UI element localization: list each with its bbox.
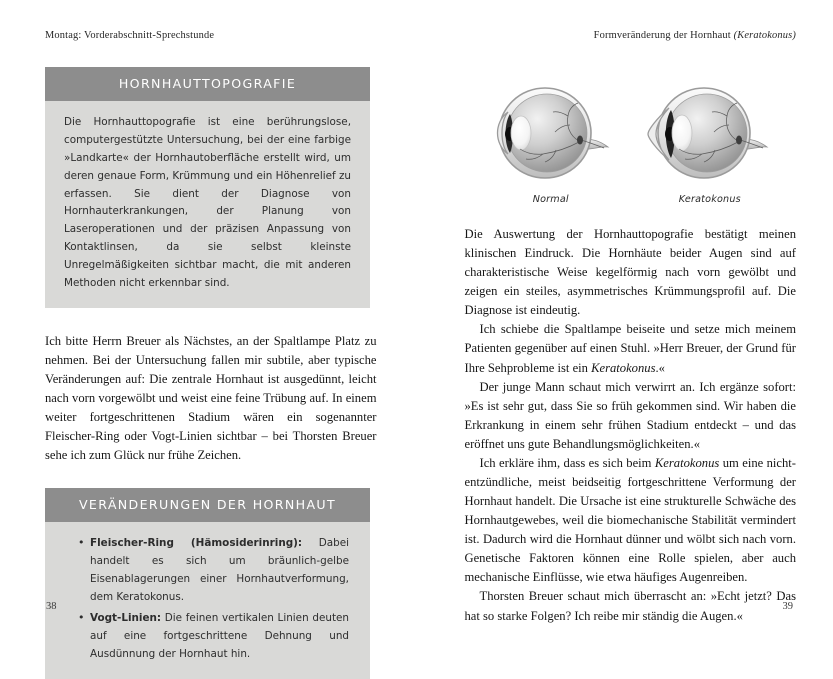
paragraph-text-b: .« [655, 361, 664, 375]
changes-list [64, 535, 351, 663]
running-head-term: (Keratokonus) [734, 30, 796, 41]
figure-keratoconus-eye [647, 78, 772, 205]
infobox-paragraph: Die Hornhauttopografie ist eine berührungslose, computergestützte Untersuchung, bei der eine farbige »Landkarte« der Hornhautoberfläche erstellt wird, um deren genaue Form, Krümmung und ein Höhenrelief zu erfassen. Sie dient der Diagnose von Hornhauterkrankungen, der Planung von Laseroperationen und der präzisen Anpassung von Kontaktlinsen, da sie selbst kleinste Unregelmäßigkeiten sichtbar macht, die mit anderen Methoden nicht erkennbar sind. [64, 114, 351, 293]
left-body-paragraph: Ich bitte Herrn Breuer als Nächstes, an der Spaltlampe Platz zu nehmen. Bei der Untersuchung fallen mir subtile, aber typische Veränderungen auf: Die zentrale Hornhaut ist ausgedünnt, leicht nach vorn vorgewölbt und weist eine feine Trübung auf. In einem weiter fortgeschrittenen Stadium wären ein sogenannter Fleischer-Ring oder Vogt-Linien sichtbar – bei Thorsten Breuer sehe ich zum Glück nur frühe Zeichen. [45, 332, 377, 466]
infobox-body-hornhauttopografie [45, 101, 370, 308]
list-item-text: Die feinen vertikalen Linien deuten auf eine fortgeschrittene Dehnung und Ausdünnung der Hornhaut hin. [90, 612, 349, 660]
page-number-left: 38 [46, 601, 57, 612]
list-item [78, 610, 349, 664]
paragraph-term-keratokonus: Keratokonus [591, 361, 655, 375]
infobox-hornhauttopografie [45, 67, 370, 308]
right-paragraph-spaltlampe [465, 320, 797, 377]
optic-disc-shape [736, 136, 742, 145]
list-item-text: Dabei handelt es sich um bräunlich-gelbe Eisenablagerungen einer Hornhautverformung, dem Keratokonus. [90, 537, 349, 603]
lens-shape [511, 116, 531, 150]
figure-caption-keratokonus: Keratokonus [679, 194, 741, 205]
figure-caption-normal: Normal [533, 194, 569, 205]
list-item-term: Vogt-Linien: [90, 612, 161, 624]
right-page [417, 0, 833, 648]
infobox-veraenderungen [45, 488, 370, 678]
optic-disc-shape [577, 136, 583, 145]
eye-figure [465, 78, 797, 205]
lens-shape [672, 115, 692, 151]
paragraph-text-b: um eine nicht-entzündliche, meist beidseitig fortgeschrittene Verformung der Hornhaut handelt. Die Ursache ist eine strukturelle Schwäche des Hornhautgewebes, weil die biomechanische Stabilität vermindert ist. Dadurch wird die Hornhaut dünner und wölbt sich nach vorn. Genetische Faktoren können eine Rolle spielen, aber auch mechanische Einflüsse, wie etwa häufiges Augenreiben. [465, 456, 797, 584]
paragraph-term-keratokonus: Keratokonus [655, 456, 719, 470]
right-paragraph-thorsten: Thorsten Breuer schaut mich überrascht an: »Echt jetzt? Das hat so starke Folgen? Ich reibe mir ständig die Augen.« [465, 587, 797, 625]
list-item-term: Fleischer-Ring (Hämosiderinring): [90, 537, 302, 549]
running-head-left: Montag: Vorderabschnitt-Sprechstunde [45, 30, 377, 44]
list-item [78, 535, 349, 607]
right-paragraph-erklaerung [465, 454, 797, 588]
keratoconus-eye-diagram [647, 78, 772, 186]
paragraph-text-a: Ich erkläre ihm, dass es sich beim [480, 456, 655, 470]
figure-normal-eye [488, 78, 613, 205]
right-paragraph-auswertung: Die Auswertung der Hornhauttopografie bestätigt meinen klinischen Eindruck. Die Hornhäute beider Augen sind auf charakteristische Weise kegelförmig nach vorn gewölbt und zeigen ein steiles, asymmetrisches Krümmungsprofil auf. Die Diagnose ist eindeutig. [465, 225, 797, 320]
right-paragraph-jungemann: Der junge Mann schaut mich verwirrt an. Ich ergänze sofort: »Es ist sehr gut, dass Sie so früh gekommen sind. Wir haben die Erkrankung in einem sehr frühen Stadium entdeckt – und das eröffnet uns gute Behandlungsmöglichkeiten.« [465, 378, 797, 454]
infobox-title-veraenderungen: VERÄNDERUNGEN DER HORNHAUT [45, 488, 370, 522]
running-head-title: Formveränderung der Hornhaut [594, 30, 734, 41]
infobox-body-veraenderungen [45, 522, 370, 678]
infobox-title-hornhauttopografie: HORNHAUTTOPOGRAFIE [45, 67, 370, 101]
paragraph-text-a: Ich schiebe die Spaltlampe beiseite und setze mich meinem Patienten gegenüber auf einen Stuhl. »Herr Breuer, der Grund für Ihre Sehprobleme ist ein [465, 322, 797, 374]
page-number-right: 39 [783, 601, 794, 612]
normal-eye-diagram [488, 78, 613, 186]
running-head-right [465, 30, 797, 44]
left-page [0, 0, 417, 648]
